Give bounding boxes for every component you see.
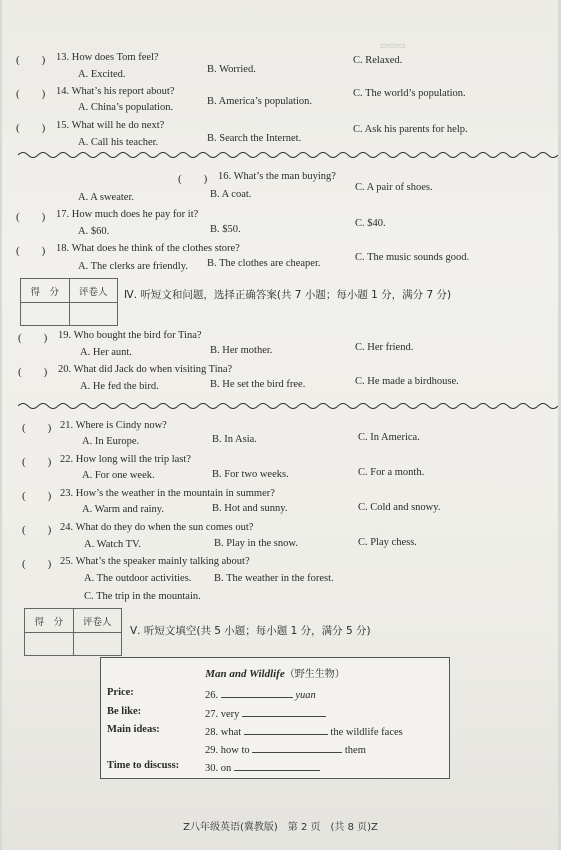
q21-option-b[interactable]: B. In Asia. xyxy=(212,434,257,445)
question-20: 20. What did Jack do when visiting Tina? xyxy=(58,364,233,375)
answer-blank-27[interactable] xyxy=(242,706,326,717)
question-22: 22. How long will the trip last? xyxy=(60,454,191,465)
score-label: 得 分 xyxy=(25,609,74,632)
time-label: Time to discuss: xyxy=(107,760,180,771)
q25-option-a[interactable]: A. The outdoor activities. xyxy=(84,573,192,584)
q24-option-a[interactable]: A. Watch TV. xyxy=(84,539,141,550)
q22-option-b[interactable]: B. For two weeks. xyxy=(212,469,289,480)
q25-option-c[interactable]: C. The trip in the mountain. xyxy=(84,591,201,602)
q14-option-b[interactable]: B. America’s population. xyxy=(207,96,312,107)
blank-29: 29. how to them xyxy=(205,742,366,756)
question-17: 17. How much does he pay for it? xyxy=(56,209,199,220)
answer-paren[interactable]: ( ) xyxy=(18,366,48,378)
q13-option-c[interactable]: C. Relaxed. xyxy=(353,55,403,66)
question-14: 14. What’s his report about? xyxy=(56,86,175,97)
q16-option-a[interactable]: A. A sweater. xyxy=(78,192,134,203)
q24-option-c[interactable]: C. Play chess. xyxy=(358,537,417,548)
blank-30: 30. on xyxy=(205,760,320,774)
q19-option-c[interactable]: C. Her friend. xyxy=(355,342,414,353)
section-4-title: Ⅳ. 听短文和问题，选择正确答案(共 7 小题；每小题 1 分，满分 7 分) xyxy=(124,289,452,301)
score-label: 得 分 xyxy=(21,279,70,302)
grader-label: 评卷人 xyxy=(82,616,112,628)
answer-blank-30[interactable] xyxy=(234,760,320,771)
fill-in-table xyxy=(100,657,450,779)
answer-paren[interactable]: ( ) xyxy=(178,173,208,185)
question-16: 16. What’s the man buying? xyxy=(218,171,336,182)
q17-option-a[interactable]: A. $60. xyxy=(78,226,110,237)
answer-paren[interactable]: ( ) xyxy=(22,490,52,502)
main-ideas-label: Main ideas: xyxy=(107,724,160,735)
table-title: Man and Wildlife（野生生物） xyxy=(205,668,345,680)
question-23: 23. How’s the weather in the mountain in summer? xyxy=(60,488,275,499)
section-5-title: Ⅴ. 听短文填空(共 5 小题；每小题 1 分，满分 5 分) xyxy=(130,625,371,637)
be-like-label: Be like: xyxy=(107,706,142,717)
page-footer: Z八年级英语(冀教版) 第 2 页 (共 8 页)Z xyxy=(183,822,378,833)
score-box xyxy=(20,278,118,326)
q13-option-a[interactable]: A. Excited. xyxy=(78,69,126,80)
grader-field[interactable] xyxy=(74,633,122,656)
q22-option-c[interactable]: C. For a month. xyxy=(358,467,425,478)
q15-option-c[interactable]: C. Ask his parents for help. xyxy=(353,124,468,135)
section-divider-wave xyxy=(18,150,558,160)
question-24: 24. What do they do when the sun comes out? xyxy=(60,522,254,533)
question-18: 18. What does he think of the clothes store? xyxy=(56,243,240,254)
q15-option-b[interactable]: B. Search the Internet. xyxy=(207,133,302,144)
answer-paren[interactable]: ( ) xyxy=(16,88,46,100)
answer-paren[interactable]: ( ) xyxy=(22,422,52,434)
q20-option-b[interactable]: B. He set the bird free. xyxy=(210,379,306,390)
q25-option-b[interactable]: B. The weather in the forest. xyxy=(214,573,334,584)
blank-28: 28. what the wildlife faces xyxy=(205,724,403,738)
q24-option-b[interactable]: B. Play in the snow. xyxy=(214,538,298,549)
score-field[interactable] xyxy=(21,303,70,326)
q14-option-a[interactable]: A. China’s population. xyxy=(78,102,174,113)
question-13: 13. How does Tom feel? xyxy=(56,52,159,63)
answer-blank-29[interactable] xyxy=(252,742,342,753)
q14-option-c[interactable]: C. The world’s population. xyxy=(353,88,466,99)
q15-option-a[interactable]: A. Call his teacher. xyxy=(78,137,159,148)
price-label: Price: xyxy=(107,687,134,698)
q20-option-c[interactable]: C. He made a birdhouse. xyxy=(355,376,459,387)
blank-27: 27. very xyxy=(205,706,326,720)
q22-option-a[interactable]: A. For one week. xyxy=(82,470,155,481)
q19-option-a[interactable]: A. Her aunt. xyxy=(80,347,132,358)
answer-paren[interactable]: ( ) xyxy=(16,211,46,223)
grader-label: 评卷人 xyxy=(78,286,108,298)
question-21: 21. Where is Cindy now? xyxy=(60,420,167,431)
q17-option-b[interactable]: B. $50. xyxy=(210,224,241,235)
score-box xyxy=(24,608,122,656)
q21-option-c[interactable]: C. In America. xyxy=(358,432,420,443)
answer-paren[interactable]: ( ) xyxy=(22,456,52,468)
score-field[interactable] xyxy=(25,633,74,656)
answer-paren[interactable]: ( ) xyxy=(22,558,52,570)
answer-paren[interactable]: ( ) xyxy=(16,54,46,66)
q19-option-b[interactable]: B. Her mother. xyxy=(210,345,273,356)
question-15: 15. What will he do next? xyxy=(56,120,165,131)
answer-blank-26[interactable] xyxy=(221,687,293,698)
q16-option-c[interactable]: C. A pair of shoes. xyxy=(355,182,433,193)
bleed-through-mark: ▭▭▭ xyxy=(380,40,406,50)
q18-option-b[interactable]: B. The clothes are cheaper. xyxy=(207,258,321,269)
answer-blank-28[interactable] xyxy=(244,724,328,735)
answer-paren[interactable]: ( ) xyxy=(16,245,46,257)
q23-option-c[interactable]: C. Cold and snowy. xyxy=(358,502,441,513)
q21-option-a[interactable]: A. In Europe. xyxy=(82,436,140,447)
answer-paren[interactable]: ( ) xyxy=(18,332,48,344)
q23-option-b[interactable]: B. Hot and sunny. xyxy=(212,503,288,514)
answer-paren[interactable]: ( ) xyxy=(16,122,46,134)
question-19: 19. Who bought the bird for Tina? xyxy=(58,330,202,341)
q13-option-b[interactable]: B. Worried. xyxy=(207,64,256,75)
q23-option-a[interactable]: A. Warm and rainy. xyxy=(82,504,164,515)
section-divider-wave xyxy=(18,401,558,411)
q18-option-c[interactable]: C. The music sounds good. xyxy=(355,252,470,263)
q20-option-a[interactable]: A. He fed the bird. xyxy=(80,381,159,392)
grader-field[interactable] xyxy=(70,303,118,326)
answer-paren[interactable]: ( ) xyxy=(22,524,52,536)
blank-26: 26. yuan xyxy=(205,687,316,701)
q18-option-a[interactable]: A. The clerks are friendly. xyxy=(78,261,188,272)
q16-option-b[interactable]: B. A coat. xyxy=(210,189,252,200)
question-25: 25. What’s the speaker mainly talking about? xyxy=(60,556,250,567)
q17-option-c[interactable]: C. $40. xyxy=(355,218,386,229)
